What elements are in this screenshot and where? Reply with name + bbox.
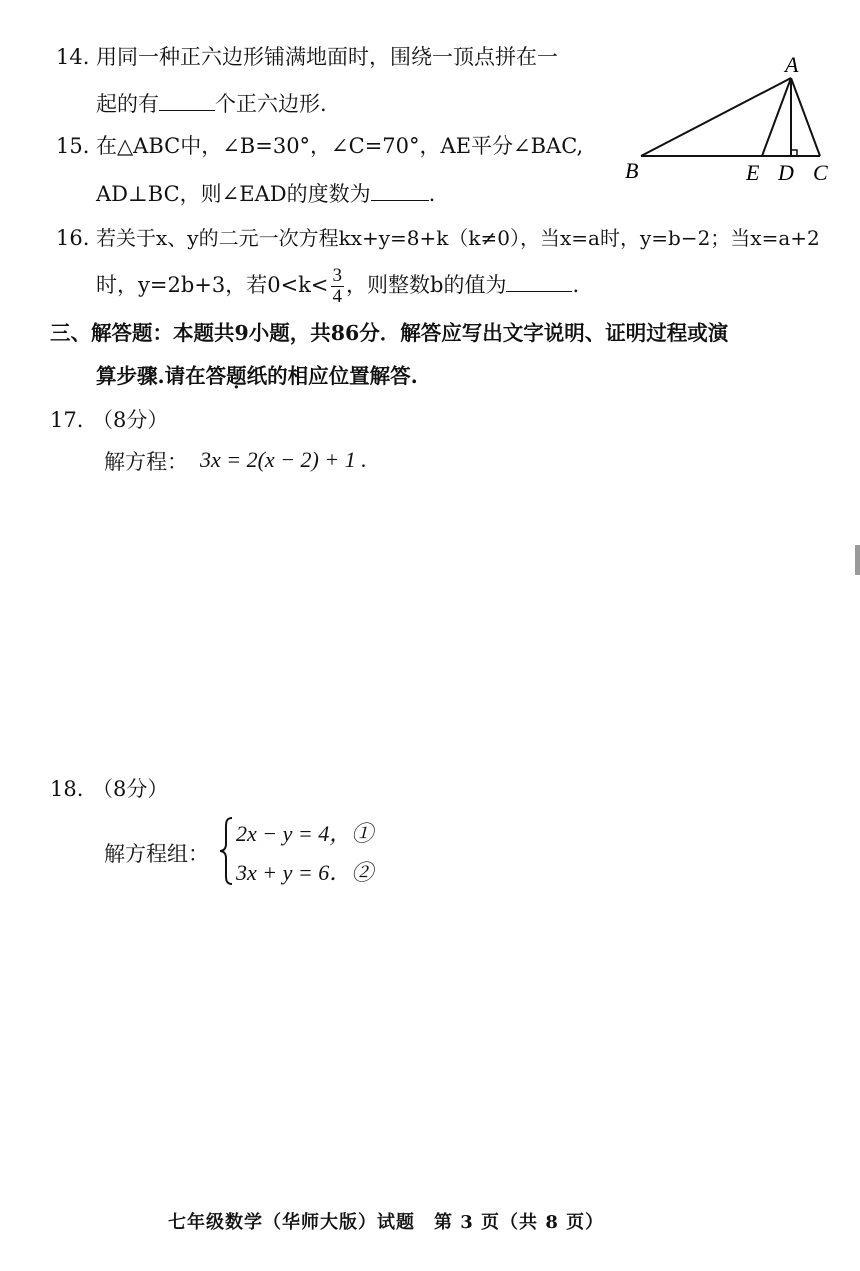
q16-line2	[96, 266, 579, 307]
section3-line2-post: 的相应位置解答.	[267, 364, 418, 388]
q14-line1: 用同一种正六边形铺满地面时，围绕一顶点拼在一	[96, 45, 558, 69]
section3-emphasis: 答题纸	[205, 364, 268, 388]
q14-line2-post: 个正六边形.	[215, 92, 327, 116]
q14-number: 14.	[56, 45, 90, 69]
label-e: E	[746, 160, 760, 185]
q17-score: （8分）	[92, 408, 169, 432]
section3-line2-pre: 算步骤.请在	[96, 364, 206, 388]
q14-answer-blank[interactable]	[159, 88, 215, 111]
label-d: D	[778, 160, 794, 185]
q17-prompt: 解方程：	[104, 450, 188, 474]
q16-answer-blank[interactable]	[506, 269, 572, 292]
q16-number: 16.	[56, 226, 90, 250]
q18-number: 18.	[50, 777, 84, 801]
equation-system-brace	[218, 816, 234, 886]
q17-number: 17.	[50, 408, 84, 432]
q15-line2-post: .	[428, 182, 436, 206]
segment-ac	[791, 78, 820, 156]
label-c: C	[813, 160, 828, 185]
segment-ab	[641, 78, 791, 156]
q16-line2-pre: 时，y=2b+3，若0<k<	[96, 273, 329, 297]
q15-answer-blank[interactable]	[371, 178, 429, 201]
q17-equation: 3x = 2(x − 2) + 1 .	[200, 447, 367, 472]
page-footer: 七年级数学（华师大版）试题 第 3 页（共 8 页）	[168, 1212, 605, 1233]
scan-edge-mark	[855, 545, 860, 575]
q16-line1: 若关于x、y的二元一次方程kx+y=8+k（k≠0），当x=a时，y=b−2；当x=a+2	[96, 226, 820, 250]
q18-equation-2: 3x + y = 6．②	[236, 860, 374, 885]
q15-line1: 在△ABC中，∠B=30°，∠C=70°，AE平分∠BAC,	[96, 134, 584, 158]
q16-line2-end: .	[572, 273, 580, 297]
q15-line2-text: AD⊥BC，则∠EAD的度数为	[96, 182, 371, 206]
fraction-numerator: 3	[332, 265, 342, 286]
q16-line2-post: ，则整数b的值为	[346, 273, 507, 297]
section3-line1: 三、解答题：本题共9小题，共86分．解答应写出文字说明、证明过程或演	[50, 321, 729, 345]
q18-equation-1: 2x − y = 4，①	[236, 821, 374, 846]
q15-number: 15.	[56, 134, 90, 158]
fraction-three-quarters	[331, 266, 345, 307]
triangle-figure	[615, 55, 845, 190]
label-b: B	[625, 158, 639, 183]
q15-line2	[96, 178, 435, 208]
q18-prompt: 解方程组：	[104, 842, 209, 866]
fraction-denominator: 4	[332, 286, 342, 307]
q14-line2-pre: 起的有	[96, 92, 159, 116]
q18-score: （8分）	[92, 777, 169, 801]
q14-line2	[96, 88, 327, 118]
label-a: A	[785, 55, 799, 77]
section3-line2	[96, 362, 418, 390]
